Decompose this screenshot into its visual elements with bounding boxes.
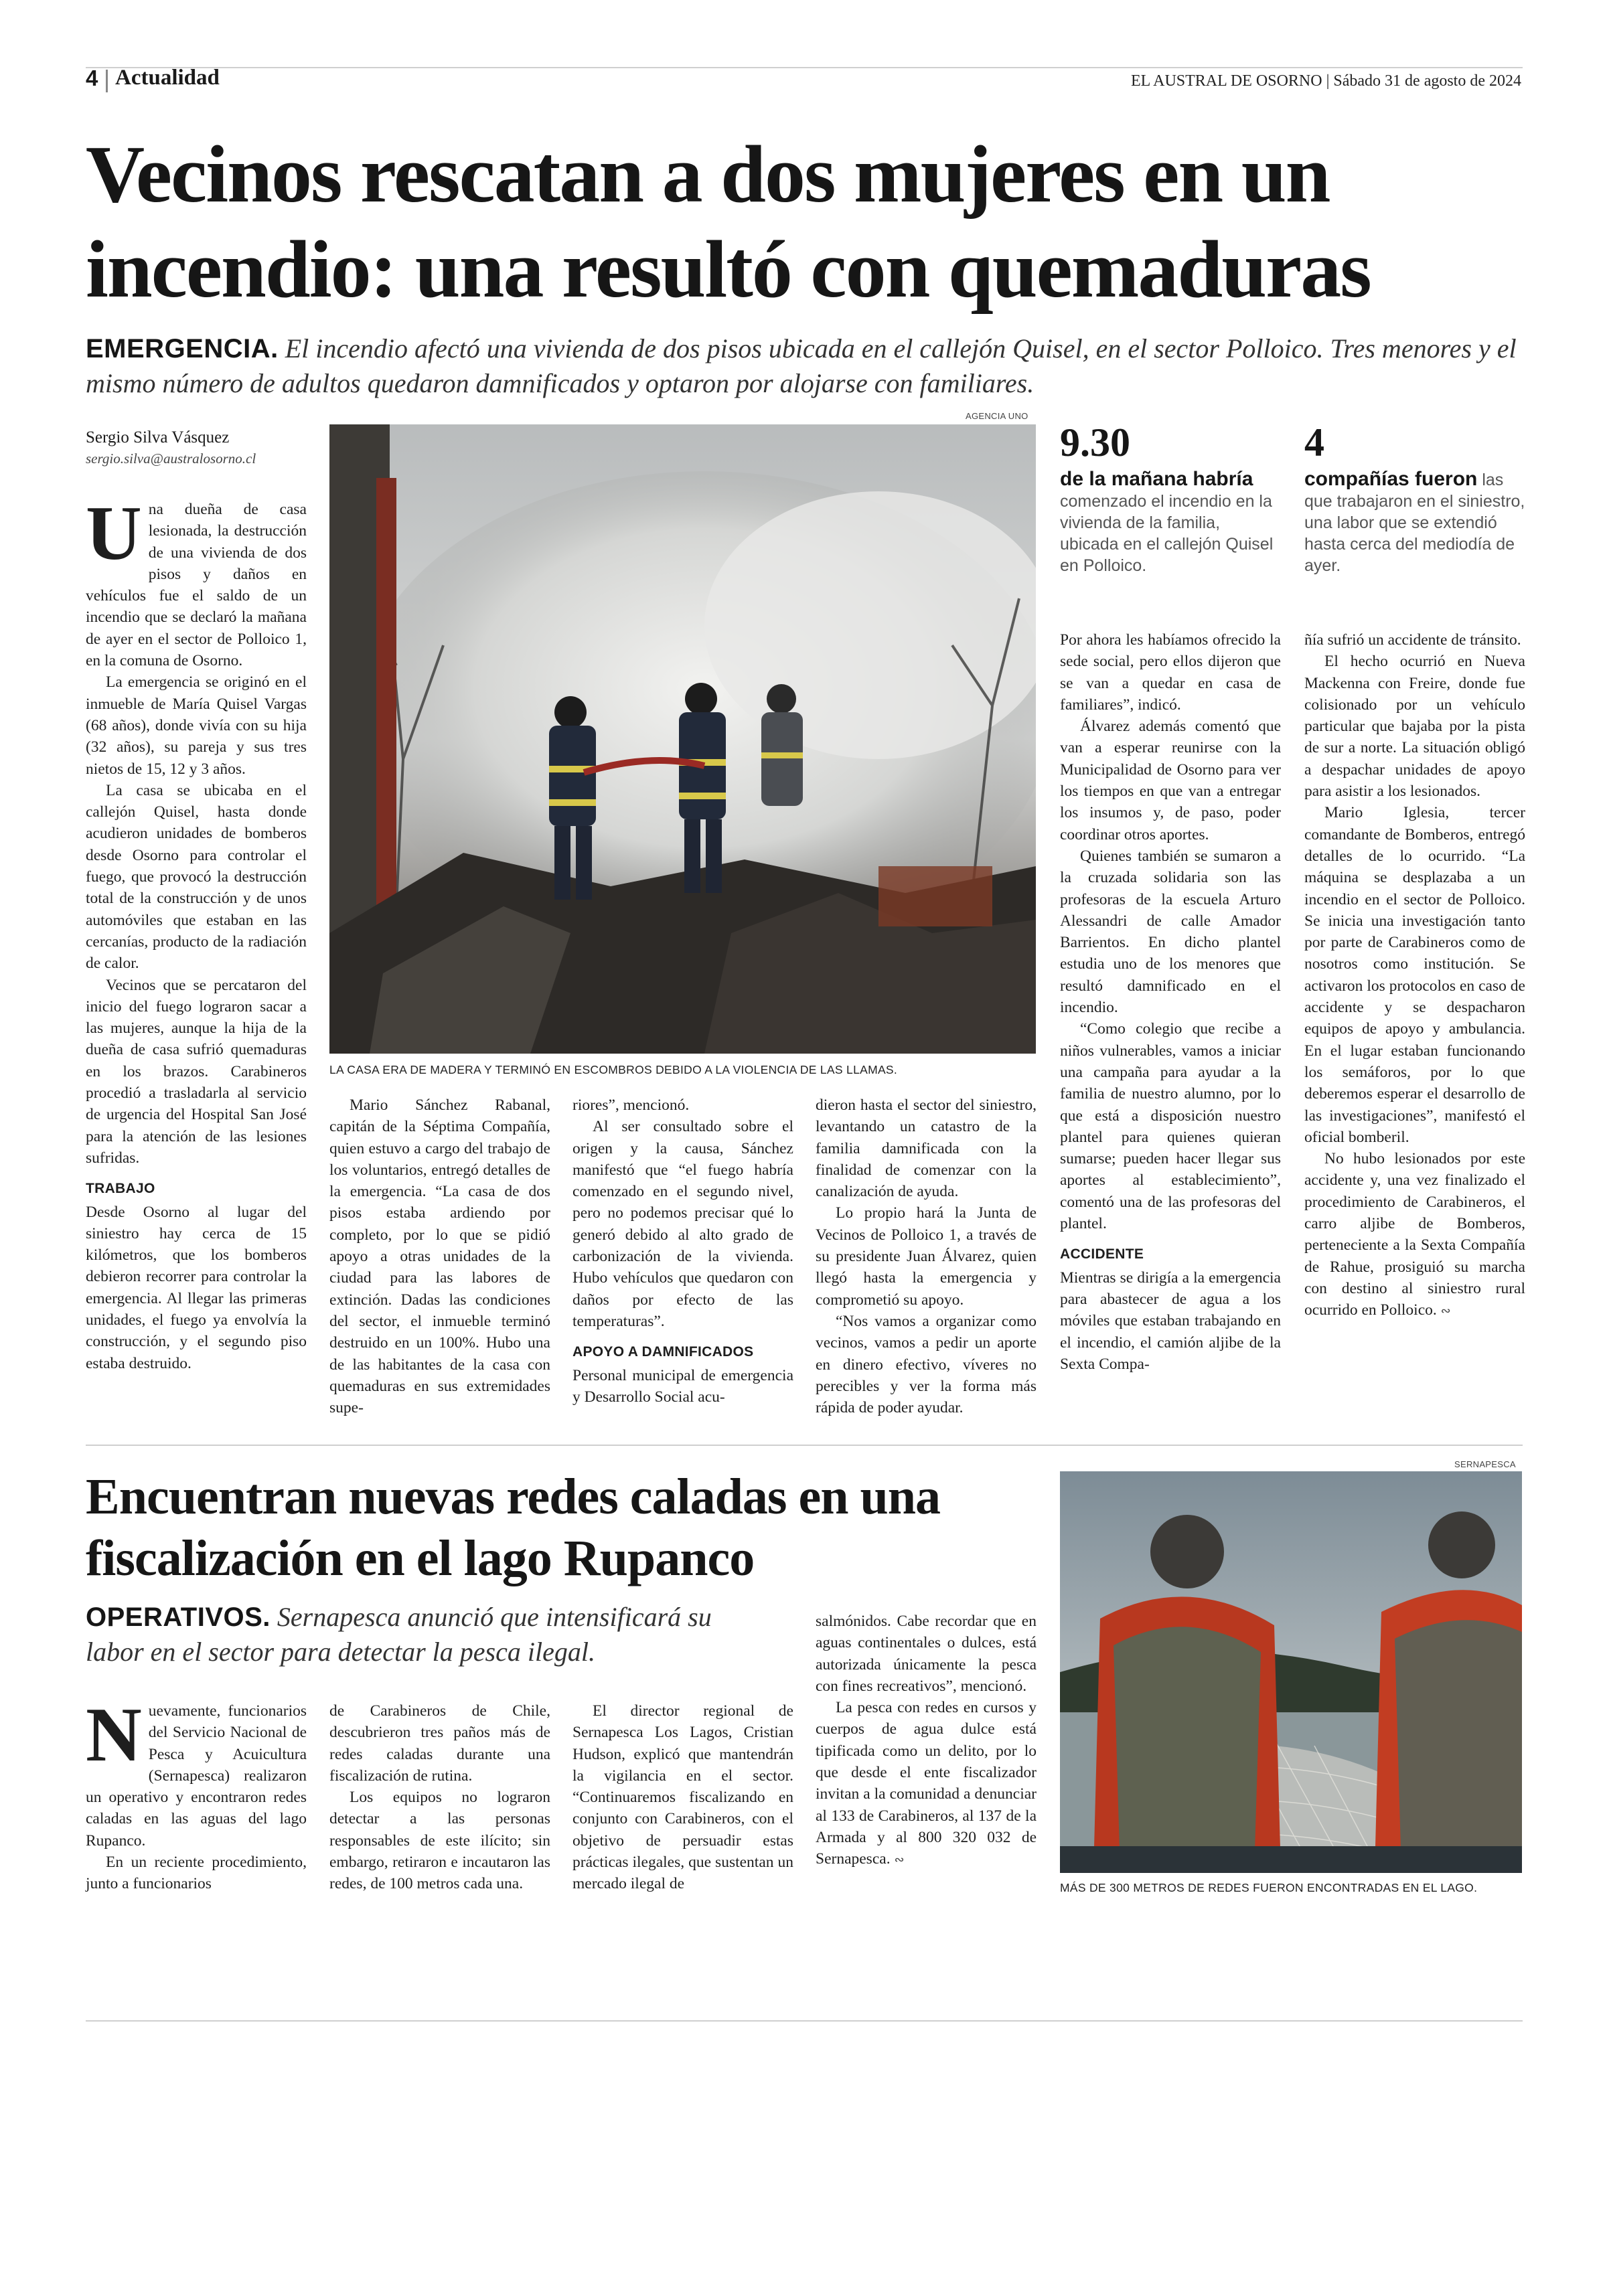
fact2-bold: compañías fueron	[1304, 468, 1478, 490]
article1-author: Sergio Silva Vásquez	[86, 428, 230, 446]
header-separator	[106, 70, 108, 92]
article2-lead	[86, 1600, 755, 1669]
article1-headline: Vecinos rescatan a dos mujeres en un incendio: una resultó con quemaduras	[86, 129, 1371, 315]
article1-lead	[86, 331, 1525, 401]
fire-photo	[329, 424, 1036, 1054]
article1-col1-p3: La casa se ubicaba en el callejón Quisel, hasta donde acudieron unidades de bomberos desde Osorno para controlar el fuego, que provocó la destrucción total de la construcción y de unos automóviles que estaban en las cercanías, producto de la radiación de calor.	[86, 781, 307, 973]
end-of-article-icon: ∾	[894, 1853, 905, 1868]
article1-col6-p4: No hubo lesionados por este accidente y, una vez finalizado el procedimiento de Carabineros, el carro aljibe de Bomberos, perteneciente a la Sexta Compañía de Rahue, prosiguió su marcha con destino al siniestro rural ocurrido en Polloico.	[1304, 1150, 1525, 1319]
article2-photo-caption: MÁS DE 300 METROS DE REDES FUERON ENCONTRADAS EN EL LAGO.	[1060, 1881, 1478, 1894]
fact2-text	[1304, 469, 1525, 576]
article1-column-1	[86, 491, 307, 1374]
page-number: 4	[86, 66, 98, 90]
article2-col4-p1: salmónidos. Cabe recordar que en aguas continentales o dulces, está autorizada únicamente la pesca con fines recreativos”, mencionó.	[816, 1613, 1037, 1695]
article2-photo-credit: SERNAPESCA	[1454, 1459, 1516, 1469]
article2-column-3	[572, 1700, 793, 1895]
article1-col1-p2: La emergencia se originó en el inmueble de María Quisel Vargas (68 años), donde vivía con su hija (32 años), su pareja y sus tres nietos de 15, 12 y 3 años.	[86, 673, 307, 778]
article1-col5-p4: “Como colegio que recibe a niños vulnerables, vamos a iniciar una campaña para ayudar a la familia de nuestro alumno, por lo que está a disposición nuestro plantel para quienes quieran sumarse; pueden hacer llegar sus aportes al establecimiento”, comentó una de las profesoras del plantel.	[1060, 1020, 1281, 1233]
article1-col6-p3: Mario Iglesia, tercer comandante de Bomberos, entregó detalles de lo ocurrido. “La máquina se desplazaba a un incendio en el sector de Polloico. Se inicia una investigación tanto por parte de Carabineros como de nosotros como institución. Se activaron los protocolos en caso de accidente y se despacharon equipos de apoyo y ambulancia. En el lugar estaban funcionando los semáforos, por lo que deberemos esperar el desarrollo de las investigaciones”, manifestó el oficial bomberil.	[1304, 804, 1525, 1146]
article1-col4-p2: Lo propio hará la Junta de Vecinos de Polloico 1, a través de su presidente Juan Álvarez, quien llegó hasta la emergencia y comprometió su apoyo.	[816, 1204, 1037, 1309]
article1-column-3	[572, 1094, 793, 1408]
section-name: Actualidad	[115, 66, 220, 90]
article2-col2-p2: Los equipos no lograron detectar a las personas responsables de este ilícito; sin embargo, retiraron e incautaron las redes, de 100 metros cada una.	[329, 1789, 550, 1893]
article1-column-4	[816, 1094, 1037, 1418]
fire-scene-illustration	[329, 424, 1036, 1054]
article-divider	[86, 1445, 1523, 1446]
masthead-date: EL AUSTRAL DE OSORNO | Sábado 31 de agosto de 2024	[1131, 72, 1521, 90]
fact2-number: 4	[1304, 420, 1324, 465]
article1-col2-p1: Mario Sánchez Rabanal, capitán de la Séptima Compañía, quien estuvo a cargo del trabajo de los voluntarios, entregó detalles de la emergencia. “La casa de dos pisos estaba ardiendo por completo, por lo que se pidió apoyo a otras unidades de la ciudad para las labores de extinción. Dadas las condiciones del sector, el inmueble terminó destruido en un 100%. Hubo una de las habitantes de la casa con quemaduras en sus extremidades supe-	[329, 1096, 550, 1417]
article1-dropcap: U	[86, 491, 142, 576]
article1-col3-p3: Personal municipal de emergencia y Desarrollo Social acu-	[572, 1366, 793, 1406]
nets-photo	[1060, 1471, 1522, 1873]
article1-photo-caption: LA CASA ERA DE MADERA Y TERMINÓ EN ESCOMBROS DEBIDO A LA VIOLENCIA DE LAS LLAMAS.	[329, 1063, 898, 1076]
article2-column-4	[816, 1611, 1037, 1872]
article1-column-5	[1060, 629, 1281, 1375]
article1-col5-p2: Álvarez además comentó que van a esperar reunirse con la Municipalidad de Osorno para ver los tiempos en que van a entregar los insumos y, de paso, poder coordinar otros aportes.	[1060, 718, 1281, 843]
article1-col4-p1: dieron hasta el sector del siniestro, levantando un catastro de la familia damnificada con la finalidad de comenzar con la canalización de ayuda.	[816, 1096, 1037, 1201]
article1-column-2	[329, 1094, 550, 1418]
header-rule	[86, 67, 1523, 68]
article2-lead-text: Sernapesca anunció que intensificará su labor en el sector para detectar la pesca ilegal.	[86, 1602, 712, 1667]
article1-subhead-trabajo: TRABAJO	[86, 1181, 155, 1197]
article1-photo-credit: AGENCIA UNO	[966, 411, 1028, 421]
page-bottom-rule	[86, 2020, 1523, 2022]
fact1-text	[1060, 469, 1281, 576]
article2-col2-p1: de Carabineros de Chile, descubrieron tres paños más de redes caladas durante una fiscalización de rutina.	[329, 1702, 550, 1785]
article1-kicker: EMERGENCIA.	[86, 334, 279, 363]
article2-column-1	[86, 1692, 307, 1895]
article1-col4-p3: “Nos vamos a organizar como vecinos, vamos a pedir un aporte en dinero efectivo, víveres no perecibles y ver la forma más rápida de poder ayudar.	[816, 1312, 1037, 1417]
article1-col6-p1: ñía sufrió un accidente de tránsito.	[1304, 631, 1521, 649]
article2-col1-p2: En un reciente procedimiento, junto a funcionarios	[86, 1854, 307, 1893]
article2-dropcap: N	[86, 1692, 142, 1778]
lake-scene-illustration	[1060, 1471, 1522, 1873]
article1-col1-p5: Desde Osorno al lugar del siniestro hay cerca de 15 kilómetros, que los bomberos debieron recorrer para controlar la emergencia. Al llegar las primeras unidades, el fuego ya envolvía la construcción, y el segundo piso estaba destruido.	[86, 1203, 307, 1372]
article1-subhead-accidente: ACCIDENTE	[1060, 1246, 1144, 1262]
article1-col3-p1: riores”, mencionó.	[572, 1096, 690, 1114]
fact1-bold: de la mañana habría	[1060, 468, 1253, 490]
article1-email: sergio.silva@australosorno.cl	[86, 450, 256, 467]
article1-col6-p2: El hecho ocurrió en Nueva Mackenna con Freire, donde fue colisionado por un vehículo particular que bajaba por la pista de sur a norte. La situación obligó a despachar unidades de apoyo para asistir a los lesionados.	[1304, 653, 1525, 801]
fact2-body: las que trabajaron en el siniestro, una labor que se extendió hasta cerca del mediodía de ayer.	[1304, 471, 1525, 575]
article1-subhead-apoyo: APOYO A DAMNIFICADOS	[572, 1344, 754, 1360]
article1-col5-p5: Mientras se dirigía a la emergencia para abastecer de agua a los móviles que estaban trabajando en el incendio, el camión aljibe de la Sexta Compa-	[1060, 1268, 1281, 1373]
fact1-body: comenzado el incendio en la vivienda de la familia, ubicada en el callejón Quisel en Polloico.	[1060, 492, 1274, 575]
article1-column-6	[1304, 629, 1525, 1323]
fact1-number: 9.30	[1060, 420, 1130, 465]
article1-col1-p1: na dueña de casa lesionada, la destrucción de una vivienda de dos pisos y daños en vehículos fue el saldo de un incendio que se declaró la mañana de ayer en el sector de Polloico 1, en la comuna de Osorno.	[86, 501, 307, 670]
article2-column-2	[329, 1700, 550, 1895]
article2-headline: Encuentran nuevas redes caladas en una fiscalización en el lago Rupanco	[86, 1469, 941, 1586]
article1-lead-text: El incendio afectó una vivienda de dos pisos ubicada en el callejón Quisel, en el sector Polloico. Tres menores y el mismo número de adultos quedaron damnificados y optaron por alojarse con familiares.	[86, 333, 1517, 398]
article1-col5-p3: Quienes también se sumaron a la cruzada solidaria son las profesoras de la escuela Arturo Alessandri de calle Amador Barrientos. En dicho plantel estudia uno de los menores que resultó damnificado en el incendio.	[1060, 847, 1281, 1017]
end-of-article-icon: ∾	[1440, 1304, 1451, 1319]
article1-col5-p1: Por ahora les habíamos ofrecido la sede social, pero ellos dijeron que se van a quedar en casa de familiares”, indicó.	[1060, 631, 1281, 714]
article2-col1-p1: uevamente, funcionarios del Servicio Nacional de Pesca y Acuicultura (Sernapesca) realizaron un operativo y encontraron redes caladas en las aguas del lago Rupanco.	[86, 1702, 307, 1850]
article2-kicker: OPERATIVOS.	[86, 1603, 271, 1632]
article1-col3-p2: Al ser consultado sobre el origen y la causa, Sánchez manifestó que “el fuego habría comenzado en el segundo nivel, pero no podemos precisar qué lo generó debido al alto grado de carbonización de la vivienda. Hubo vehículos que quedaron con daños por efecto de las temperaturas”.	[572, 1118, 793, 1330]
article2-col4-p2: La pesca con redes en cursos y cuerpos de agua dulce está tipificada como un delito, por lo que desde el ente fiscalizador invitan a la comunidad a denunciar al 133 de Carabineros, al 137 de la Armada y al 800 320 032 de Sernapesca.	[816, 1699, 1037, 1868]
article2-col3-p1: El director regional de Sernapesca Los Lagos, Cristian Hudson, explicó que mantendrán la vigilancia en el sector. “Continuaremos fiscalizando en conjunto con Carabineros, con el objetivo de persuadir estas prácticas ilegales, que sustentan un mercado ilegal de	[572, 1702, 793, 1893]
article1-col1-p4: Vecinos que se percataron del inicio del fuego lograron sacar a las mujeres, aunque la hija de la dueña de casa sufrió quemaduras en los brazos. Carabineros procedió a trasladarla al servicio de urgencia del Hospital San José para la atención de las lesiones sufridas.	[86, 976, 307, 1167]
